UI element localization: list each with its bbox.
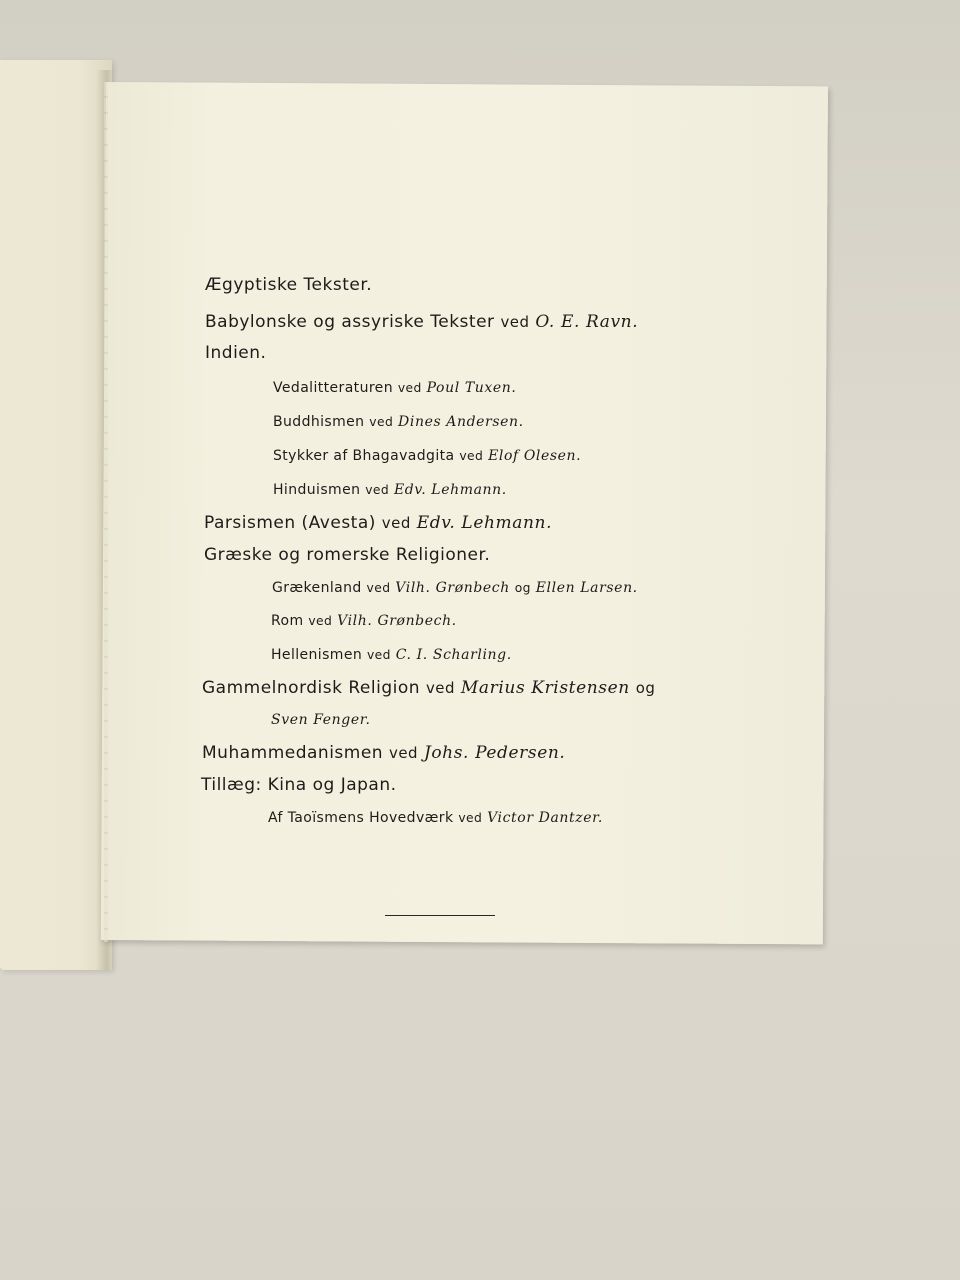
subsection-title: Rom <box>271 613 304 629</box>
subsection-title: Hellenismen <box>271 647 363 663</box>
subsection-title: Af Taoïsmens Hovedværk <box>268 810 454 826</box>
section-title: Tillæg: Kina og Japan. <box>201 775 397 795</box>
subsection-title: Hinduismen <box>273 482 361 498</box>
author-name: C. I. Scharling. <box>395 647 512 663</box>
section-title: Babylonske og assyriske Tekster <box>205 312 495 332</box>
contents-line-muhammedanismen <box>202 743 565 763</box>
subsection-title: Stykker af Bhagavadgita <box>273 448 455 464</box>
contents-line-taoismens <box>268 810 603 826</box>
contents-line-babylonske <box>205 312 638 332</box>
author-name-2: Ellen Larsen. <box>535 580 638 596</box>
author-name: Victor Dantzer. <box>487 810 603 826</box>
og-word: og <box>514 581 531 595</box>
ved-word: ved <box>366 648 391 662</box>
author-name: Edv. Lehmann. <box>416 513 553 533</box>
contents-line-rom <box>271 613 457 629</box>
contents-line-graekenland <box>272 580 638 596</box>
subsection-title: Vedalitteraturen <box>273 380 393 396</box>
author-name: Johs. Pedersen. <box>423 743 566 763</box>
ved-word: ved <box>500 313 530 331</box>
contents-line-buddhismen <box>273 414 524 430</box>
author-name: Elof Olesen. <box>488 448 582 464</box>
contents-line-continuation <box>271 712 371 728</box>
ved-word: ved <box>369 415 394 429</box>
contents-line-tillaeg <box>201 775 397 795</box>
author-name: Vilh. Grønbech. <box>337 613 457 629</box>
author-name: Poul Tuxen. <box>426 380 517 396</box>
subsection-title: Grækenland <box>272 580 362 596</box>
author-name: Vilh. Grønbech <box>395 580 510 596</box>
section-title: Indien. <box>205 343 267 363</box>
section-title: Parsismen (Avesta) <box>204 513 376 533</box>
author-name: Dines Andersen. <box>398 414 524 430</box>
contents-line-indien <box>205 343 266 363</box>
contents-line-parsismen <box>204 513 552 533</box>
contents-line-vedalitteraturen <box>273 380 516 396</box>
ved-word: ved <box>366 581 391 595</box>
section-title: Græske og romerske Religioner. <box>204 545 491 565</box>
contents-line-graeske <box>204 545 490 565</box>
ved-word: ved <box>397 381 422 395</box>
author-name: Sven Fenger. <box>271 712 371 728</box>
ved-word: ved <box>458 811 483 825</box>
ved-word: ved <box>381 514 411 532</box>
contents-line-bhagavadgita <box>273 448 581 464</box>
subsection-title: Buddhismen <box>273 414 365 430</box>
end-rule <box>385 915 495 916</box>
contents-line-hinduismen <box>273 482 507 498</box>
author-name: O. E. Ravn. <box>535 312 639 332</box>
ved-word: ved <box>388 744 419 762</box>
section-title: Muhammedanismen <box>202 743 384 763</box>
ved-word: ved <box>365 483 390 497</box>
contents-line-gammelnordisk <box>202 678 655 698</box>
author-name: Marius Kristensen <box>460 678 630 698</box>
contents-line-aegyptiske <box>205 275 372 295</box>
section-title: Gammelnordisk Religion <box>202 678 421 698</box>
contents-line-hellenismen <box>271 647 512 663</box>
section-title: Ægyptiske Tekster. <box>205 275 373 295</box>
ved-word: ved <box>425 679 455 697</box>
ved-word: ved <box>459 449 484 463</box>
ved-word: ved <box>308 614 333 628</box>
author-name: Edv. Lehmann. <box>393 482 507 498</box>
page-edge <box>104 82 108 942</box>
og-word: og <box>635 679 656 697</box>
